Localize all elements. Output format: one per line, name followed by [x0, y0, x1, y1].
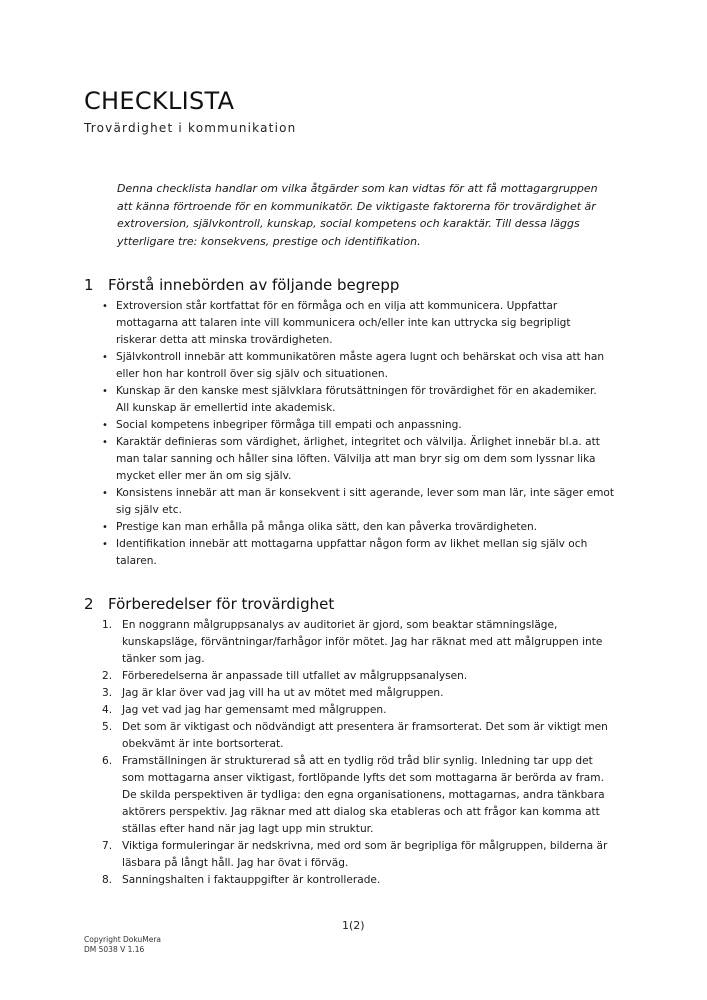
list-item	[0, 702, 707, 719]
list-item-text: Extroversion står kortfattat för en förmåga och en vilja att kommunicera. Uppfattar	[116, 300, 558, 312]
list-item-text: eller hon har kontroll över sig själv och situationen.	[116, 368, 388, 380]
list-item-text: ställas efter hand när jag lagt upp min struktur.	[122, 823, 374, 835]
page-number: 1(2)	[342, 919, 365, 932]
list-number: 8.	[102, 874, 113, 886]
list-number: 2.	[102, 670, 113, 682]
intro-line: Denna checklista handlar om vilka åtgärder som kan vidtas för att få mottagargruppen	[117, 182, 598, 195]
list-number: 6.	[102, 755, 113, 767]
list-item	[0, 617, 707, 668]
document-title: CHECKLISTA	[84, 87, 235, 115]
list-item	[0, 685, 707, 702]
list-item-text: man talar sanning och håller sina löften. Välvilja att man bryr sig om dem som lyssnar lika	[116, 453, 596, 465]
footer	[84, 935, 161, 955]
list-item	[0, 719, 707, 753]
list-item-text: Konsistens innebär att man är konsekvent i sitt agerande, lever som man lär, inte säger emot	[116, 487, 615, 499]
list-item-text: Självkontroll innebär att kommunikatören måste agera lugnt och behärskat och visa att han	[116, 351, 605, 363]
list-number: 7.	[102, 840, 113, 852]
list-item-text: Det som är viktigast och nödvändigt att presentera är framsorterat. Det som är viktigt men	[122, 721, 608, 733]
list-item	[0, 668, 707, 685]
list-item-text: Jag vet vad jag har gemensamt med målgruppen.	[122, 704, 387, 716]
list-item-text: tänker som jag.	[122, 653, 205, 665]
list-item-text: Karaktär definieras som värdighet, ärlighet, integritet och välvilja. Ärlighet innebär bl.a. att	[116, 436, 600, 448]
list-item-text: All kunskap är emellertid inte akademisk.	[116, 402, 336, 414]
list-item-text: Sanningshalten i faktauppgifter är kontrollerade.	[122, 874, 381, 886]
list-number: 5.	[102, 721, 113, 733]
concept-bullet-list	[0, 298, 707, 570]
list-item	[0, 838, 707, 872]
bullet-icon: •	[102, 420, 108, 431]
list-item-text: mottagarna att talaren inte vill kommunicera och/eller inte kan uttrycka sig begripligt	[116, 317, 571, 329]
list-item-text: läsbara på långt håll. Jag har övat i förväg.	[122, 857, 349, 869]
list-number: 4.	[102, 704, 113, 716]
section-title: Förberedelser för trovärdighet	[108, 595, 335, 613]
list-item	[0, 298, 707, 349]
section-title: Förstå innebörden av följande begrepp	[108, 276, 400, 294]
bullet-icon: •	[102, 352, 108, 363]
intro-paragraph	[117, 180, 617, 250]
list-item-text: obekvämt är inte bortsorterat.	[122, 738, 284, 750]
list-item	[0, 434, 707, 485]
list-item	[0, 753, 707, 838]
section-heading-2	[84, 594, 334, 614]
list-item-text: En noggrann målgruppsanalys av auditoriet är gjord, som beaktar stämningsläge,	[122, 619, 558, 631]
list-number: 3.	[102, 687, 113, 699]
bullet-icon: •	[102, 386, 108, 397]
list-item	[0, 536, 707, 570]
list-item-text: Identifikation innebär att mottagarna uppfattar någon form av likhet mellan sig själv och	[116, 538, 588, 550]
list-item-text: aktörers perspektiv. Jag räknar med att dialog ska etableras och att frågor kan komma att	[122, 806, 600, 818]
bullet-icon: •	[102, 539, 108, 550]
bullet-icon: •	[102, 301, 108, 312]
bullet-icon: •	[102, 488, 108, 499]
list-item-text: Social kompetens inbegriper förmåga till empati och anpassning.	[116, 419, 462, 431]
list-item	[0, 519, 707, 536]
list-item	[0, 872, 707, 889]
list-item-text: Viktiga formuleringar är nedskrivna, med ord som är begripliga för målgruppen, bilderna är	[122, 840, 608, 852]
list-item-text: Prestige kan man erhålla på många olika sätt, den kan påverka trovärdigheten.	[116, 521, 538, 533]
list-item	[0, 417, 707, 434]
bullet-icon: •	[102, 437, 108, 448]
intro-line: extroversion, självkontroll, kunskap, social kompetens och karaktär. Till dessa läggs	[117, 217, 580, 230]
list-item	[0, 349, 707, 383]
section-number: 1	[84, 276, 94, 294]
list-number: 1.	[102, 619, 113, 631]
footer-copyright: Copyright DokuMera	[84, 935, 162, 944]
list-item-text: kunskapsläge, förväntningar/farhågor inför mötet. Jag har räknat med att målgruppen inte	[122, 636, 603, 648]
preparation-numbered-list	[0, 617, 707, 889]
list-item-text: som mottagarna anser viktigast, fortlöpande lyfts det som mottagarna är berörda av fram.	[122, 772, 604, 784]
list-item-text: Jag är klar över vad jag vill ha ut av mötet med målgruppen.	[122, 687, 444, 699]
list-item-text: talaren.	[116, 555, 157, 567]
list-item-text: Förberedelserna är anpassade till utfallet av målgruppsanalysen.	[122, 670, 468, 682]
bullet-icon: •	[102, 522, 108, 533]
list-item-text: sig själv etc.	[116, 504, 182, 516]
list-item	[0, 485, 707, 519]
list-item-text: Kunskap är den kanske mest självklara förutsättningen för trovärdighet för en akademiker.	[116, 385, 597, 397]
list-item-text: De skilda perspektiven är tydliga: den egna organisationens, mottagarnas, andra tänkbara	[122, 789, 605, 801]
document-subtitle: Trovärdighet i kommunikation	[84, 121, 297, 135]
section-number: 2	[84, 595, 94, 613]
list-item-text: mycket eller mer än om sig själv.	[116, 470, 292, 482]
list-item	[0, 383, 707, 417]
section-heading-1	[84, 275, 399, 295]
footer-doc-id: DM 5038 V 1.16	[84, 945, 145, 954]
list-item-text: Framställningen är strukturerad så att en tydlig röd tråd blir synlig. Inledning tar upp det	[122, 755, 593, 767]
intro-line: att känna förtroende för en kommunikatör. De viktigaste faktorerna för trovärdighet är	[117, 199, 596, 213]
list-item-text: riskerar detta att minska trovärdigheten.	[116, 334, 333, 346]
intro-line: ytterligare tre: konsekvens, prestige och identifikation.	[117, 234, 421, 248]
